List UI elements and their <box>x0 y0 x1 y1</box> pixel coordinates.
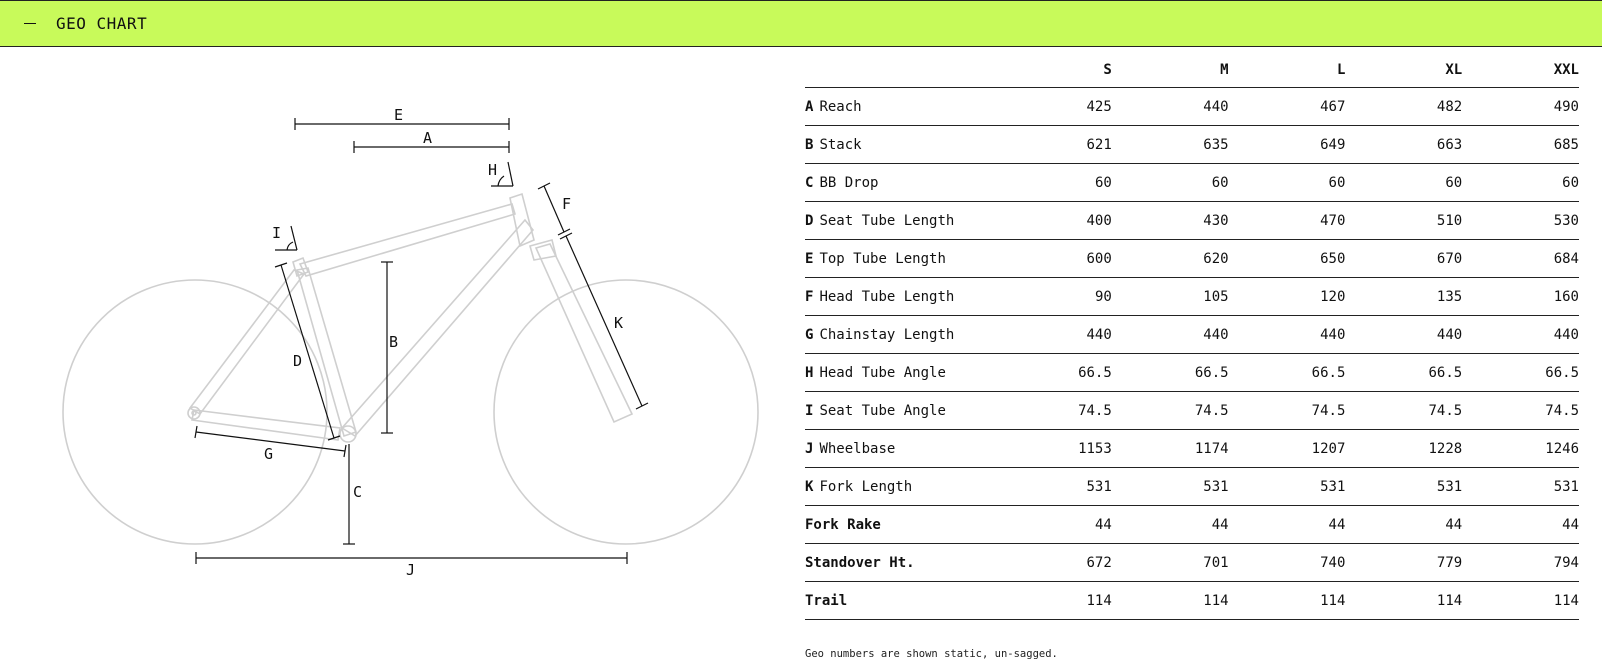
table-cell: 440 <box>1112 88 1229 126</box>
table-cell: 440 <box>1229 316 1346 354</box>
table-row <box>805 88 1579 126</box>
table-cell: 649 <box>1229 126 1346 164</box>
table-cell: 66.5 <box>1345 354 1462 392</box>
row-label <box>805 468 995 506</box>
row-name: Head Tube Length <box>819 288 955 305</box>
table-row <box>805 126 1579 164</box>
table-cell: 510 <box>1345 202 1462 240</box>
table-cell: 74.5 <box>1112 392 1229 430</box>
row-name: Wheelbase <box>819 440 896 457</box>
table-cell: 530 <box>1462 202 1579 240</box>
table-row <box>805 354 1579 392</box>
dim-label-f: F <box>562 195 572 213</box>
column-header-s: S <box>995 52 1112 88</box>
table-cell: 531 <box>1345 468 1462 506</box>
table-row <box>805 430 1579 468</box>
chain-stay <box>192 410 340 440</box>
table-row <box>805 392 1579 430</box>
row-letter: G <box>805 326 814 343</box>
row-label <box>805 240 995 278</box>
row-name: Trail <box>805 592 848 609</box>
section-title: GEO CHART <box>56 14 148 33</box>
table-cell: 105 <box>1112 278 1229 316</box>
table-cell: 1174 <box>1112 430 1229 468</box>
table-cell: 740 <box>1229 544 1346 582</box>
row-letter: C <box>805 174 814 191</box>
table-cell: 440 <box>1112 316 1229 354</box>
table-cell: 66.5 <box>1229 354 1346 392</box>
row-letter: F <box>805 288 814 305</box>
table-row <box>805 316 1579 354</box>
table-cell: 60 <box>1112 164 1229 202</box>
table-cell: 672 <box>995 544 1112 582</box>
row-name: Seat Tube Length <box>819 212 955 229</box>
table-cell: 60 <box>995 164 1112 202</box>
row-label <box>805 316 995 354</box>
table-cell: 114 <box>1345 582 1462 620</box>
geometry-table <box>805 52 1579 620</box>
table-cell: 531 <box>1462 468 1579 506</box>
dim-label-h: H <box>488 161 498 179</box>
table-cell: 1153 <box>995 430 1112 468</box>
dim-label-k: K <box>614 314 624 332</box>
row-name: Seat Tube Angle <box>819 402 946 419</box>
table-cell: 684 <box>1462 240 1579 278</box>
table-cell: 44 <box>1345 506 1462 544</box>
minus-icon[interactable] <box>24 14 40 34</box>
table-cell: 425 <box>995 88 1112 126</box>
row-name: Fork Length <box>819 478 913 495</box>
table-row <box>805 544 1579 582</box>
column-header-m: M <box>1112 52 1229 88</box>
row-label <box>805 544 995 582</box>
row-name: Stack <box>819 136 862 153</box>
fork <box>536 244 632 422</box>
top-tube <box>300 204 515 276</box>
column-header-xxl: XXL <box>1462 52 1579 88</box>
row-label <box>805 126 995 164</box>
row-letter: D <box>805 212 814 229</box>
table-cell: 670 <box>1345 240 1462 278</box>
table-row <box>805 278 1579 316</box>
dim-label-e: E <box>394 106 404 124</box>
table-cell: 531 <box>1112 468 1229 506</box>
row-label <box>805 88 995 126</box>
row-name: Standover Ht. <box>805 554 915 571</box>
table-cell: 74.5 <box>1462 392 1579 430</box>
row-name: Fork Rake <box>805 516 881 533</box>
table-cell: 74.5 <box>995 392 1112 430</box>
row-label <box>805 582 995 620</box>
table-cell: 114 <box>1112 582 1229 620</box>
table-cell: 44 <box>1229 506 1346 544</box>
row-name: Chainstay Length <box>819 326 955 343</box>
table-cell: 620 <box>1112 240 1229 278</box>
table-cell: 66.5 <box>1112 354 1229 392</box>
table-cell: 531 <box>995 468 1112 506</box>
bike-frame-illustration <box>0 47 790 670</box>
dim-label-a: A <box>423 129 433 147</box>
dim-label-c: C <box>353 483 363 501</box>
dim-label-d: D <box>293 352 303 370</box>
table-cell: 470 <box>1229 202 1346 240</box>
table-cell: 794 <box>1462 544 1579 582</box>
table-cell: 1228 <box>1345 430 1462 468</box>
table-cell: 600 <box>995 240 1112 278</box>
table-cell: 490 <box>1462 88 1579 126</box>
table-cell: 114 <box>1462 582 1579 620</box>
column-header-l: L <box>1229 52 1346 88</box>
table-body <box>805 88 1579 620</box>
table-cell: 430 <box>1112 202 1229 240</box>
down-tube <box>342 220 533 436</box>
row-name: Head Tube Angle <box>819 364 946 381</box>
row-letter: E <box>805 250 814 267</box>
row-letter: H <box>805 364 814 381</box>
front-wheel <box>494 280 758 544</box>
column-header <box>805 52 995 88</box>
table-row <box>805 582 1579 620</box>
table-row <box>805 164 1579 202</box>
column-header-xl: XL <box>1345 52 1462 88</box>
row-letter: B <box>805 136 814 153</box>
row-label <box>805 430 995 468</box>
table-cell: 44 <box>995 506 1112 544</box>
row-letter: J <box>805 440 814 457</box>
geo-chart-header[interactable] <box>0 0 1602 47</box>
table-cell: 635 <box>1112 126 1229 164</box>
dim-label-g: G <box>264 445 274 463</box>
row-label <box>805 506 995 544</box>
table-cell: 160 <box>1462 278 1579 316</box>
table-cell: 1207 <box>1229 430 1346 468</box>
table-cell: 74.5 <box>1229 392 1346 430</box>
table-cell: 650 <box>1229 240 1346 278</box>
table-cell: 114 <box>1229 582 1346 620</box>
row-label <box>805 202 995 240</box>
table-cell: 482 <box>1345 88 1462 126</box>
row-label <box>805 392 995 430</box>
dim-label-i: I <box>272 224 282 242</box>
table-cell: 701 <box>1112 544 1229 582</box>
table-cell: 440 <box>1345 316 1462 354</box>
table-cell: 66.5 <box>995 354 1112 392</box>
dim-label-b: B <box>389 333 399 351</box>
table-row <box>805 468 1579 506</box>
table-cell: 135 <box>1345 278 1462 316</box>
table-cell: 60 <box>1229 164 1346 202</box>
row-name: BB Drop <box>819 174 879 191</box>
table-cell: 44 <box>1112 506 1229 544</box>
table-row <box>805 202 1579 240</box>
table-cell: 779 <box>1345 544 1462 582</box>
row-name: Top Tube Length <box>819 250 946 267</box>
table-cell: 467 <box>1229 88 1346 126</box>
row-letter: A <box>805 98 814 115</box>
row-label <box>805 278 995 316</box>
bike-geometry-diagram <box>0 47 790 670</box>
table-cell: 685 <box>1462 126 1579 164</box>
row-label <box>805 354 995 392</box>
table-cell: 1246 <box>1462 430 1579 468</box>
table-cell: 400 <box>995 202 1112 240</box>
seat-stay <box>190 270 304 414</box>
table-cell: 663 <box>1345 126 1462 164</box>
table-cell: 60 <box>1462 164 1579 202</box>
row-name: Reach <box>819 98 862 115</box>
table-cell: 74.5 <box>1345 392 1462 430</box>
footnote: Geo numbers are shown static, un-sagged. <box>805 648 1058 660</box>
table-cell: 44 <box>1462 506 1579 544</box>
table-cell: 90 <box>995 278 1112 316</box>
head-tube <box>510 194 534 246</box>
table-cell: 621 <box>995 126 1112 164</box>
row-letter: K <box>805 478 814 495</box>
dim-label-j: J <box>406 561 416 579</box>
table-cell: 120 <box>1229 278 1346 316</box>
table-cell: 114 <box>995 582 1112 620</box>
table-header-row <box>805 52 1579 88</box>
table-cell: 440 <box>1462 316 1579 354</box>
table-row <box>805 506 1579 544</box>
table-cell: 60 <box>1345 164 1462 202</box>
table-cell: 66.5 <box>1462 354 1579 392</box>
table-row <box>805 240 1579 278</box>
table-cell: 440 <box>995 316 1112 354</box>
table-cell: 531 <box>1229 468 1346 506</box>
row-label <box>805 164 995 202</box>
row-letter: I <box>805 402 814 419</box>
